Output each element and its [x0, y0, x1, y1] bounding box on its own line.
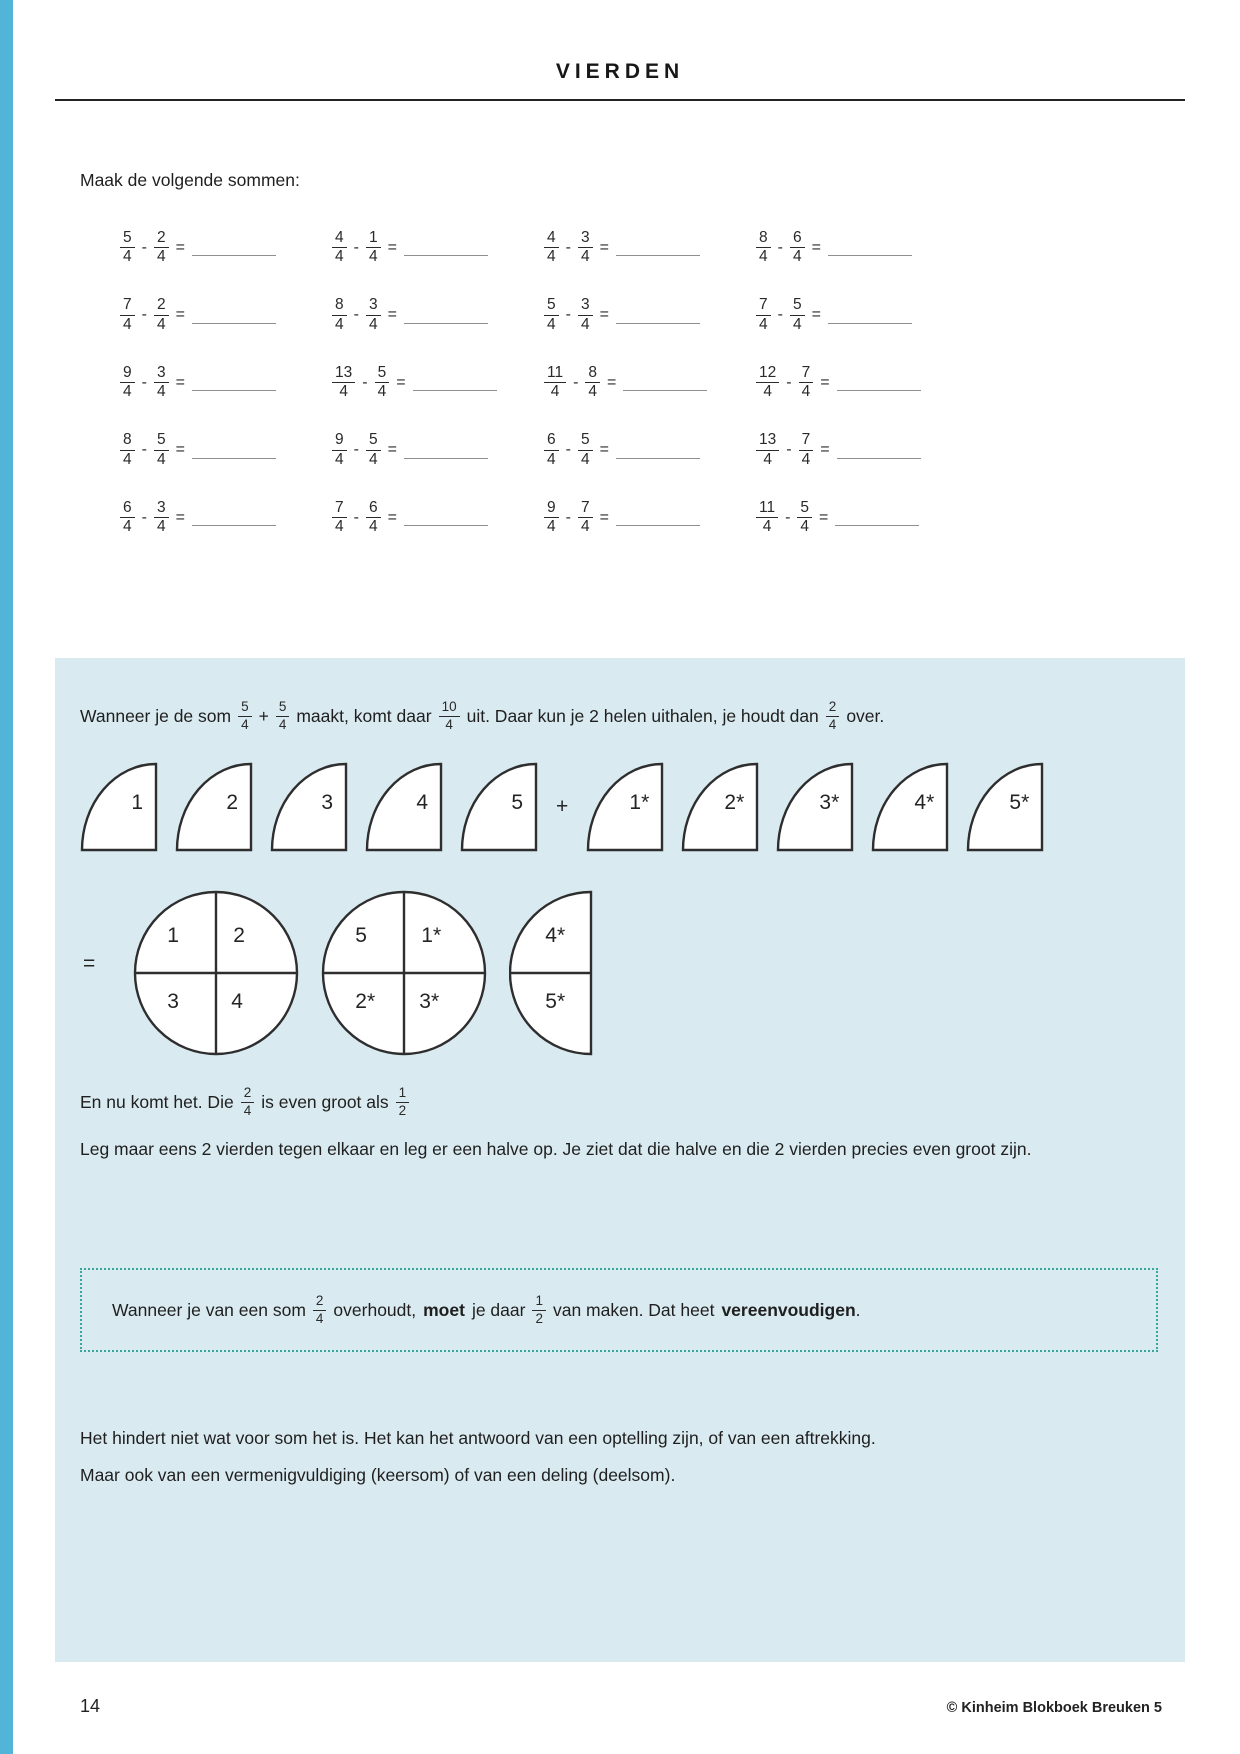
fraction: $\frac{8}{4}$ — [756, 230, 771, 266]
answer-blank[interactable] — [828, 255, 912, 256]
quarter-piece-shape — [681, 762, 759, 852]
answer-blank[interactable] — [828, 323, 912, 324]
page-number: 14 — [80, 1696, 101, 1716]
fraction: $\frac{5}{4}$ — [276, 700, 290, 732]
quarter-piece — [365, 762, 443, 852]
minus-sign: - — [786, 441, 792, 459]
equals-sign: = — [607, 373, 617, 391]
fraction: $\frac{5}{4}$ — [790, 297, 805, 333]
equals-sign: = — [599, 508, 609, 526]
equals-sign: = — [387, 441, 397, 459]
fraction: $\frac{5}{4}$ — [797, 500, 812, 536]
quarter-piece-shape — [966, 762, 1044, 852]
quarters-circle — [321, 890, 487, 1056]
answer-blank[interactable] — [616, 255, 700, 256]
fraction: $\frac{1}{2}$ — [396, 1086, 410, 1118]
minus-sign: - — [362, 373, 368, 391]
piece-label: 2* — [724, 791, 745, 815]
circle-quadrant-label: 2 — [233, 924, 245, 947]
plus-sign: + — [258, 705, 269, 726]
answer-blank[interactable] — [404, 458, 488, 459]
quarter-piece-shape — [776, 762, 854, 852]
header-divider — [55, 99, 1185, 101]
half-circle-label: 5* — [545, 990, 566, 1013]
answer-blank[interactable] — [404, 525, 488, 526]
compare-paragraph: Leg maar eens 2 vierden tegen elkaar en leg er een halve op. Je ziet dat die halve en die 2 vierden precies even groot zijn. — [80, 1139, 1032, 1160]
fraction-problem — [332, 484, 544, 552]
piece-label: 3 — [321, 791, 333, 815]
quarter-piece-shape — [871, 762, 949, 852]
answer-blank[interactable] — [623, 390, 707, 391]
fraction: $\frac{8}{4}$ — [585, 365, 600, 401]
fraction: $\frac{4}{4}$ — [332, 230, 347, 266]
fraction-problem — [544, 417, 756, 485]
fraction: $\frac{3}{4}$ — [366, 297, 381, 333]
closing-text — [80, 1420, 1100, 1494]
minus-sign: - — [353, 441, 359, 459]
minus-sign: - — [777, 238, 783, 256]
fraction: $\frac{9}{4}$ — [120, 365, 135, 401]
page-title: VIERDEN — [555, 60, 685, 83]
circle-quadrant-label: 1 — [167, 924, 179, 947]
accent-stripe — [0, 0, 13, 1754]
fraction: $\frac{5}{4}$ — [578, 432, 593, 468]
fraction: $\frac{12}{4}$ — [756, 365, 779, 401]
fraction: $\frac{13}{4}$ — [756, 432, 779, 468]
minus-sign: - — [565, 238, 571, 256]
fraction: $\frac{7}{4}$ — [120, 297, 135, 333]
answer-blank[interactable] — [837, 390, 921, 391]
equals-sign: = — [811, 238, 821, 256]
circle-quadrant-label: 1* — [421, 924, 442, 947]
answer-blank[interactable] — [413, 390, 497, 391]
quarter-piece — [460, 762, 538, 852]
equals-sign: = — [175, 441, 185, 459]
equals-sign: = — [175, 306, 185, 324]
minus-sign: - — [141, 508, 147, 526]
quarter-piece-shape — [175, 762, 253, 852]
minus-sign: - — [565, 508, 571, 526]
circle-shape — [133, 890, 299, 1056]
fraction-problem — [120, 282, 332, 350]
answer-blank[interactable] — [192, 390, 276, 391]
equals-sign: = — [175, 238, 185, 256]
minus-sign: - — [141, 306, 147, 324]
circle-quadrant-label: 2* — [355, 990, 376, 1013]
fraction: $\frac{7}{4}$ — [756, 297, 771, 333]
fraction: $\frac{5}{4}$ — [154, 432, 169, 468]
fraction-problem — [544, 484, 756, 552]
quarter-pieces-row — [80, 762, 1044, 852]
minus-sign: - — [353, 238, 359, 256]
minus-sign: - — [785, 508, 791, 526]
quarter-piece-shape — [365, 762, 443, 852]
fraction: $\frac{7}{4}$ — [799, 365, 814, 401]
piece-label: 2 — [226, 791, 238, 815]
equals-sign: = — [396, 373, 406, 391]
equals-sign: = — [387, 238, 397, 256]
fraction: $\frac{2}{4}$ — [313, 1294, 327, 1326]
fraction: $\frac{9}{4}$ — [332, 432, 347, 468]
rule-bold-term: vereenvoudigen. — [721, 1299, 861, 1320]
quarter-piece — [270, 762, 348, 852]
answer-blank[interactable] — [404, 323, 488, 324]
instruction-text: Maak de volgende sommen: — [80, 170, 300, 190]
equals-sign: = — [820, 373, 830, 391]
quarter-piece — [871, 762, 949, 852]
fraction: $\frac{1}{4}$ — [366, 230, 381, 266]
minus-sign: - — [141, 373, 147, 391]
fraction: $\frac{9}{4}$ — [544, 500, 559, 536]
compare-line: En nu komt het. Die $\frac{2}{4}$ is even groot als $\frac{1}{2}$ — [80, 1086, 1085, 1118]
equals-sign: = — [387, 508, 397, 526]
minus-sign: - — [141, 441, 147, 459]
equals-sign: = — [820, 441, 830, 459]
minus-sign: - — [777, 306, 783, 324]
fraction: $\frac{3}{4}$ — [154, 500, 169, 536]
fraction: $\frac{8}{4}$ — [332, 297, 347, 333]
half-circle-shape — [509, 890, 593, 1056]
fraction: $\frac{6}{4}$ — [120, 500, 135, 536]
equals-sign: = — [387, 306, 397, 324]
fraction: $\frac{11}{4}$ — [756, 500, 778, 536]
fraction: $\frac{2}{4}$ — [154, 230, 169, 266]
equals-sign: = — [811, 306, 821, 324]
quarter-piece-shape — [270, 762, 348, 852]
piece-label: 5 — [511, 791, 523, 815]
circles-group — [133, 890, 487, 1056]
fraction-problem — [756, 417, 968, 485]
fraction-problem — [756, 484, 968, 552]
minus-sign: - — [573, 373, 579, 391]
result-circles-row — [83, 890, 593, 1056]
copyright-text: © Kinheim Blokboek Breuken 5 — [946, 1700, 1162, 1716]
equals-sign: = — [175, 373, 185, 391]
fraction-problem — [332, 349, 544, 417]
fraction-problem — [332, 214, 544, 282]
quarter-piece — [681, 762, 759, 852]
answer-blank[interactable] — [616, 458, 700, 459]
fraction-problem — [332, 282, 544, 350]
fraction: $\frac{2}{4}$ — [154, 297, 169, 333]
circle-quadrant-label: 4 — [231, 990, 243, 1013]
fraction: $\frac{3}{4}$ — [578, 230, 593, 266]
rule-box: Wanneer je van een som $\frac{2}{4}$ overhoudt, moet je daar $\frac{1}{2}$ van maken. Dat heet vereenvoudigen. — [80, 1268, 1158, 1352]
quarters-circle — [133, 890, 299, 1056]
piece-label: 1* — [629, 791, 650, 815]
fraction: $\frac{5}{4}$ — [375, 365, 390, 401]
fraction: $\frac{4}{4}$ — [544, 230, 559, 266]
fraction-problem — [756, 282, 968, 350]
equals-sign: = — [83, 952, 96, 975]
quarter-piece-shape — [460, 762, 538, 852]
answer-blank[interactable] — [192, 323, 276, 324]
piece-label: 5* — [1009, 791, 1030, 815]
minus-sign: - — [141, 238, 147, 256]
circle-shape — [321, 890, 487, 1056]
fraction: $\frac{6}{4}$ — [790, 230, 805, 266]
closing-line: Het hindert niet wat voor som het is. Het kan het antwoord van een optelling zijn, of van een aftrekking. — [80, 1428, 876, 1448]
fraction: $\frac{11}{4}$ — [544, 365, 566, 401]
quarter-pieces-right — [586, 762, 1044, 852]
fraction-problem — [756, 214, 968, 282]
compare-text — [80, 1086, 1085, 1168]
half-circle-label: 4* — [545, 924, 566, 947]
quarter-piece — [586, 762, 664, 852]
quarter-piece — [966, 762, 1044, 852]
fraction: $\frac{5}{4}$ — [366, 432, 381, 468]
fraction-problem — [756, 349, 968, 417]
quarter-piece — [776, 762, 854, 852]
minus-sign: - — [353, 306, 359, 324]
fraction: $\frac{2}{4}$ — [241, 1086, 255, 1118]
fraction: $\frac{8}{4}$ — [120, 432, 135, 468]
circle-quadrant-label: 3 — [167, 990, 179, 1013]
fraction: $\frac{7}{4}$ — [332, 500, 347, 536]
quarter-piece-shape — [80, 762, 158, 852]
minus-sign: - — [786, 373, 792, 391]
fraction: $\frac{2}{4}$ — [826, 700, 840, 732]
quarter-piece — [175, 762, 253, 852]
circle-quadrant-label: 3* — [419, 990, 440, 1013]
rule-bold-word: moet — [423, 1299, 465, 1320]
equals-sign: = — [819, 508, 829, 526]
half-circle — [509, 890, 593, 1056]
equals-sign: = — [599, 441, 609, 459]
quarter-pieces-left — [80, 762, 538, 852]
circle-quadrant-label: 5 — [355, 924, 367, 947]
answer-blank[interactable] — [835, 525, 919, 526]
fraction: $\frac{10}{4}$ — [439, 700, 460, 732]
quarter-piece — [80, 762, 158, 852]
fraction: $\frac{3}{4}$ — [578, 297, 593, 333]
quarter-piece-shape — [586, 762, 664, 852]
fraction-problem — [332, 417, 544, 485]
answer-blank[interactable] — [192, 255, 276, 256]
answer-blank[interactable] — [616, 525, 700, 526]
piece-label: 4 — [416, 791, 428, 815]
fraction: $\frac{6}{4}$ — [544, 432, 559, 468]
fraction: $\frac{3}{4}$ — [154, 365, 169, 401]
fraction-problem — [120, 349, 332, 417]
fraction: $\frac{5}{4}$ — [544, 297, 559, 333]
explanation-panel — [55, 658, 1185, 1662]
equals-sign: = — [599, 238, 609, 256]
plus-sign: + — [556, 795, 569, 818]
fraction: $\frac{6}{4}$ — [366, 500, 381, 536]
fraction: $\frac{1}{2}$ — [532, 1294, 546, 1326]
fraction-problem — [544, 282, 756, 350]
fraction-problem — [544, 214, 756, 282]
answer-blank[interactable] — [616, 323, 700, 324]
answer-blank[interactable] — [192, 458, 276, 459]
answer-blank[interactable] — [404, 255, 488, 256]
intro-text: Wanneer je de som $\frac{5}{4}$ + $\frac{5}{4}$ maakt, komt daar $\frac{10}{4}$ uit. Daar kun je 2 helen uithalen, je houdt dan $\frac{2}{4}$ over. — [80, 699, 885, 732]
minus-sign: - — [565, 306, 571, 324]
minus-sign: - — [353, 508, 359, 526]
fraction-problem — [120, 417, 332, 485]
closing-line: Maar ook van een vermenigvuldiging (keersom) of van een deling (deelsom). — [80, 1465, 676, 1485]
piece-label: 4* — [914, 791, 935, 815]
minus-sign: - — [565, 441, 571, 459]
answer-blank[interactable] — [837, 458, 921, 459]
fraction: $\frac{5}{4}$ — [238, 700, 252, 732]
fraction-problem — [120, 484, 332, 552]
fraction-problem — [120, 214, 332, 282]
fraction: $\frac{13}{4}$ — [332, 365, 355, 401]
fraction: $\frac{7}{4}$ — [578, 500, 593, 536]
answer-blank[interactable] — [192, 525, 276, 526]
problems-grid — [120, 214, 968, 552]
piece-label: 1 — [131, 791, 143, 815]
fraction: $\frac{7}{4}$ — [799, 432, 814, 468]
fraction-problem — [544, 349, 756, 417]
equals-sign: = — [599, 306, 609, 324]
fraction: $\frac{5}{4}$ — [120, 230, 135, 266]
piece-label: 3* — [819, 791, 840, 815]
equals-sign: = — [175, 508, 185, 526]
